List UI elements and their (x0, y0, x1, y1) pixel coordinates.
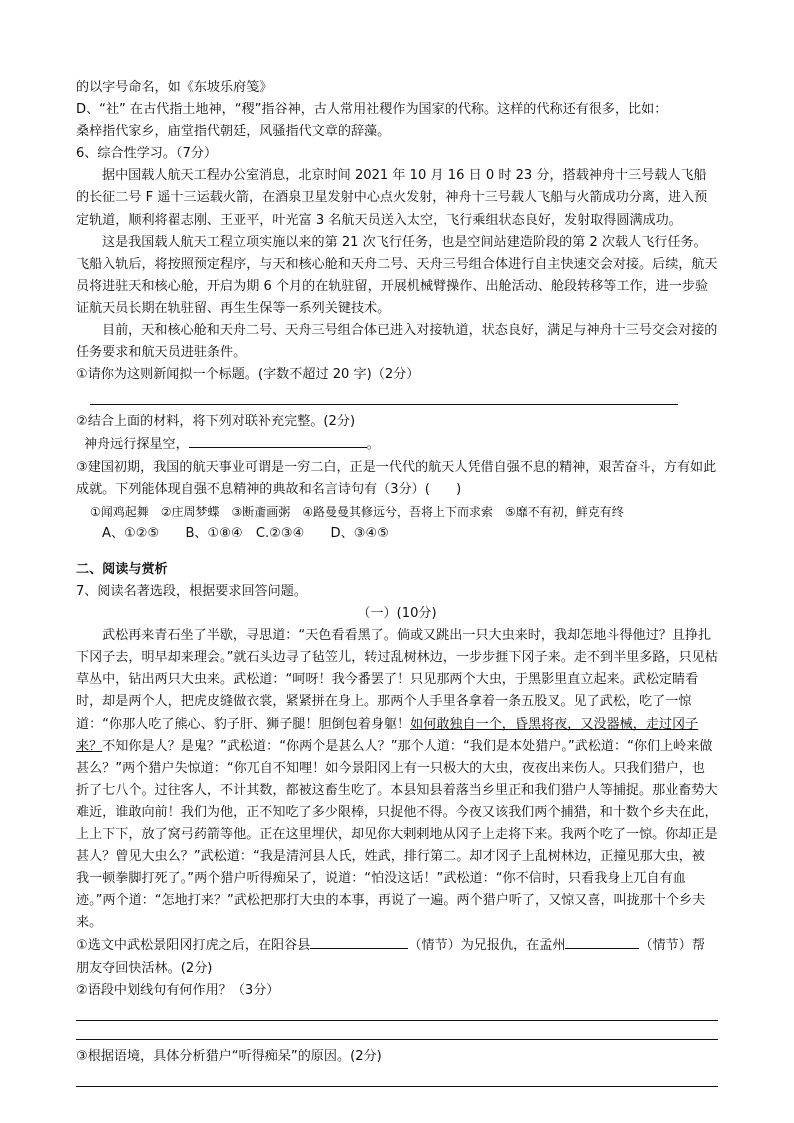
option-d-line-cont: 桑梓指代家乡，庙堂指代朝廷，风骚指代文章的辞藻。 (76, 124, 391, 140)
q6-heading: 6、综合性学习。（7分） (76, 146, 218, 162)
q6-paragraph-2: 这是我国载人航天工程立项实施以来的第 21 次飞行任务，也是空间站建造阶段的第 2 次载人飞行任务。飞船入轨后，将按照预定程序，与天和核心舱和天舟二号、天舟三号组合体进行自主快速交会对接。后续，航天员将进驻天和核心舱，开启为期 6 个月的在轨驻留，开展机械臂操作、出舱活动、舱段转移等工作，进一步验证航天员长期在轨驻留、再生生保等一系列关键技术。 (76, 234, 718, 316)
answer-line[interactable] (90, 386, 678, 405)
q6-paragraph-3: 目前，天和核心舱和天舟二号、天舟三号组合体已进入对接轨道，状态良好，满足与神舟十三号交会对接的任务要求和航天员进驻条件。 (76, 323, 718, 361)
passage-text-a: 武松再来青石坐了半歇，寻思道：“天色看看黑了。倘或又跳出一只大虫来时，我却怎地斗得他过？且挣扎下冈子去，明早却来理会。”就石头边寻了毡笠儿，转过乱树林边，一步步捱下冈子来。走不到半里多路，只见枯草丛中，钻出两只大虫来。武松道：“呵呀！我今番罢了！只见那两个大虫，于黑影里直立起来。武松定睛看时，却是两个人，把虎皮缝做衣裳，紧紧拼在身上。那两个人手里各拿着一条五股叉。见了武松，吃了一惊道：“你那人吃了熊心、豹子肝、狮子腿！胆倒包着身躯！ (76, 628, 718, 732)
q6-choices: A、①②⑤ B、①⑧④ C.②③④ D、③④⑤ (102, 525, 389, 541)
q7-sub2: ②语段中划线句有何作用？（3分） (76, 982, 280, 998)
q7-heading: 7、阅读名著选段，根据要求回答问题。 (76, 583, 307, 599)
document-body (76, 77, 718, 1087)
q6-options: ①闻鸡起舞 ②庄周梦蝶 ③断齑画粥 ④路曼曼其修远兮，吾将上下而求索 ⑤靡不有初，鲜克有终 (90, 504, 624, 519)
q7-sub1 (76, 934, 718, 979)
underlined-sentence: 如何敢独自一个，昏黑将夜，又没器械，走过冈子来？ (76, 716, 699, 754)
couplet-first-half: 神舟远行探星空， (84, 437, 189, 453)
answer-blank-1[interactable] (310, 934, 408, 949)
answer-blank-2[interactable] (565, 934, 639, 949)
q7-sub1-text-b: （情节）为兄报仇，在孟州 (408, 938, 566, 954)
passage-text-b: 不知你是人？是鬼？”武松道：“你两个是甚么人？”那个人道：“我们是本处猎户。”武松道：“你们上岭来做甚么？”两个猎户失惊道：“你兀自不知哩！如今景阳冈上有一只极大的大虫，夜夜出来伤人。只我们猎户，也折了七八个。过往客人，不计其数，都被这畜生吃了。本县知县着落当乡里正和我们猎户人等捕捉。那业畜势大难近，谁敢向前！我们为他，正不知吃了多少限棒，只捉他不得。今夜又该我们两个捕猎，和十数个乡夫在此，上上下下，放了窝弓药箭等他。正在这里埋伏，却见你大剌剌地从冈子上走将下来。我两个吃了一惊。你却正是甚人？曾见大虫么？”武松道：“我是清河县人氏，姓武，排行第二。却才冈子上乱树林边，正撞见那大虫，被我一顿拳脚打死了。”两个猎户听得痴呆了，说道：“怕没这话！”武松道：“你不信时，只看我身上兀自有血迹。”两个道：“怎地打来？”武松把那打大虫的本事，再说了一遍。两个猎户听了，又惊又喜，叫拢那十个乡夫来。 (76, 738, 718, 931)
couplet-end: 。 (366, 437, 380, 453)
option-d-line: D、“社” 在古代指土地神，“稷”指谷神，古人常用社稷作为国家的代称。这样的代称还有很多，比如： (76, 102, 668, 118)
answer-line[interactable] (76, 1002, 718, 1021)
answer-line[interactable] (76, 1021, 718, 1040)
part-title: （一）(10分) (357, 606, 437, 622)
intro-line: 的以字号命名，如《东坡乐府笺》 (76, 80, 273, 95)
q7-sub1-text-a: ①选文中武松景阳冈打虎之后，在阳谷县 (76, 938, 311, 954)
q6-sub2: ②结合上面的材料，将下列对联补充完整。(2分) (76, 414, 356, 430)
q7-sub1-text-c: （情节）帮朋友夺回快活林。(2分) (76, 938, 705, 976)
couplet-line (76, 433, 718, 456)
q6-sub3: ③建国初期，我国的航天事业可谓是一穷二白，正是一代代的航天人凭借自强不息的精神，艰苦奋斗，方有如此成就。下列能体现自强不息精神的典故和名言诗句有（3分）( ) (76, 459, 717, 497)
q6-sub1: ①请你为这则新闻拟一个标题。(字数不超过 20 字)（2分） (76, 367, 420, 383)
q7-sub3: ③根据语境，具体分析猎户“听得痴呆”的原因。(2分) (76, 1048, 382, 1064)
q6-paragraph-1: 据中国载人航天工程办公室消息，北京时间 2021 年 10 月 16 日 0 时 23 分，搭载神舟十三号载人飞船的长征二号 F 遥十三运载火箭，在酒泉卫星发射中心点火发射，神舟十三号载人飞船与火箭成功分离，进入预定轨道，顺利将翟志刚、王亚平，叶光富 3 名航天员送入太空，飞行乘组状态良好，发射取得圆满成功。 (76, 168, 708, 228)
section-title: 二、阅读与赏析 (76, 561, 168, 577)
couplet-answer-blank[interactable] (189, 433, 367, 448)
passage (76, 625, 718, 934)
answer-line[interactable] (76, 1068, 718, 1087)
